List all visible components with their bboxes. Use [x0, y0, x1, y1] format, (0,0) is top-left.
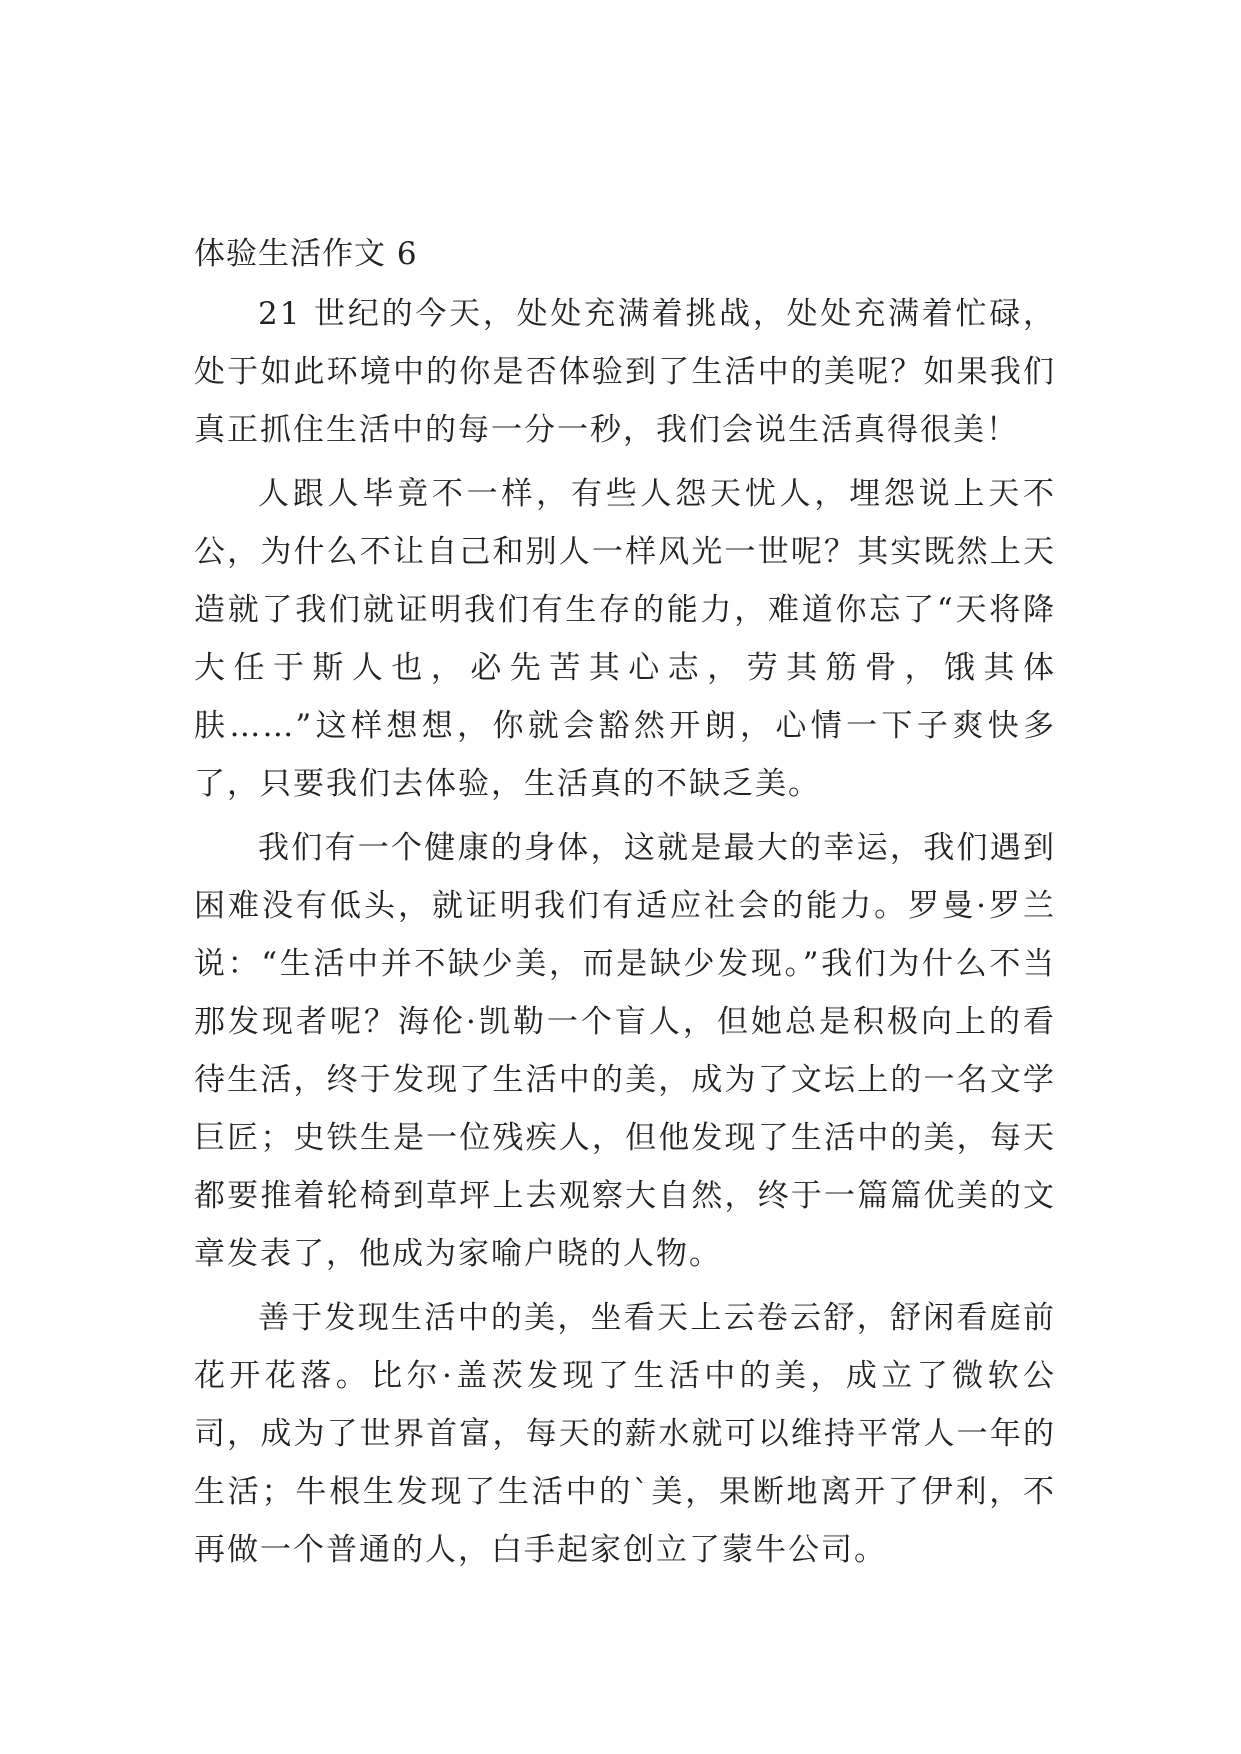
- paragraph-2: 人跟人毕竟不一样，有些人怨天忧人，埋怨说上天不公，为什么不让自己和别人一样风光一世呢？其实既然上天造就了我们就证明我们有生存的能力，难道你忘了“天将降大任于斯人也，必先苦其心志，劳其筋骨，饿其体肤……”这样想想，你就会豁然开朗，心情一下子爽快多了，只要我们去体验，生活真的不缺乏美。: [194, 476, 1056, 802]
- document-title: 体验生活作文 6: [194, 236, 418, 272]
- paragraph-3: 我们有一个健康的身体，这就是最大的幸运，我们遇到困难没有低头，就证明我们有适应社会的能力。罗曼·罗兰说：“生活中并不缺少美，而是缺少发现。”我们为什么不当那发现者呢？海伦·凯勒一个盲人，但她总是积极向上的看待生活，终于发现了生活中的美，成为了文坛上的一名文学巨匠；史铁生是一位残疾人，但他发现了生活中的美，每天都要推着轮椅到草坪上去观察大自然，终于一篇篇优美的文章发表了，他成为家喻户晓的人物。: [194, 830, 1056, 1272]
- paragraph-4: 善于发现生活中的美，坐看天上云卷云舒，舒闲看庭前花开花落。比尔·盖茨发现了生活中的美，成立了微软公司，成为了世界首富，每天的薪水就可以维持平常人一年的生活；牛根生发现了生活中的`美，果断地离开了伊利，不再做一个普通的人，白手起家创立了蒙牛公司。: [194, 1300, 1056, 1568]
- document-body: [194, 225, 1056, 1585]
- paragraph-1: 21 世纪的今天，处处充满着挑战，处处充满着忙碌，处于如此环境中的你是否体验到了生活中的美呢？如果我们真正抓住生活中的每一分一秒，我们会说生活真得很美！: [194, 296, 1056, 448]
